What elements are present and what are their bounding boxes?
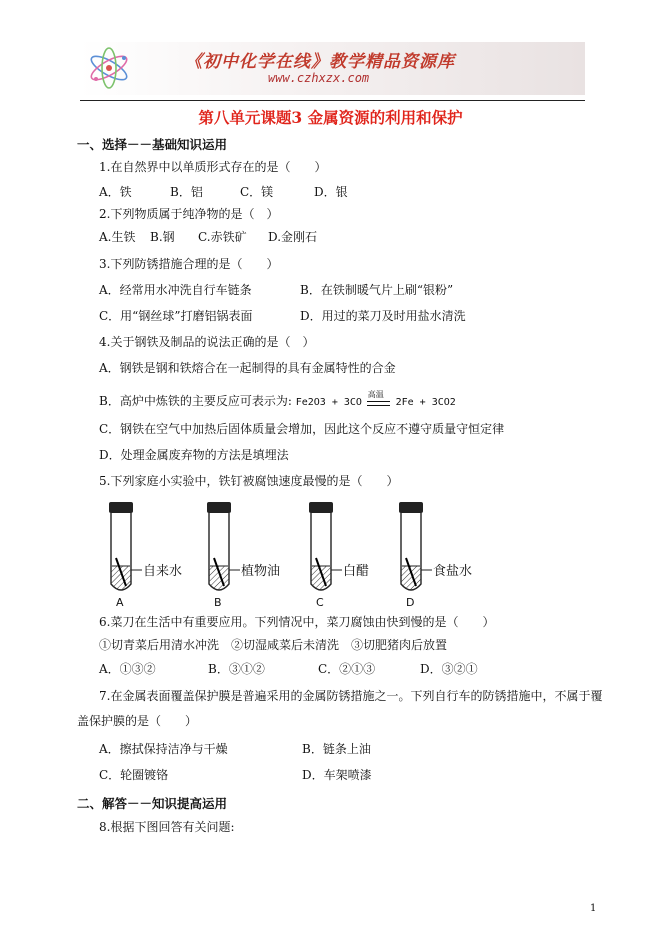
question-4-stem: 4.关于钢铁及制品的说法正确的是（ ） xyxy=(99,335,315,349)
question-2-stem: 2.下列物质属于纯净物的是（ ） xyxy=(99,207,279,221)
equation-left: Fe2O3 + 3CO xyxy=(295,397,362,408)
tube-d-label: 食盐水 xyxy=(433,564,473,579)
question-1-option-d: D．银 xyxy=(314,185,348,199)
question-7-option-b: B．链条上油 xyxy=(302,742,371,756)
equals-sign-icon xyxy=(367,401,390,406)
question-7-option-c: C．轮圈镀铬 xyxy=(99,768,169,782)
question-7-option-a: A．擦拭保持洁净与干燥 xyxy=(99,742,228,756)
test-tube-d xyxy=(399,502,472,609)
question-6-option-c: C．②①③ xyxy=(318,662,376,676)
tube-b-label: 植物油 xyxy=(241,564,281,579)
question-3-option-d: D．用过的菜刀及时用盐水清洗 xyxy=(300,309,466,323)
document-title: 第八单元课题3 金属资源的利用和保护 xyxy=(198,108,463,127)
question-6-conditions: ①切青菜后用清水冲洗 ②切湿咸菜后未清洗 ③切肥猪肉后放置 xyxy=(99,638,448,652)
question-7-stem-line-2: 盖保护膜的是（ ） xyxy=(77,714,198,728)
test-tube-figure xyxy=(100,498,500,610)
question-4-option-b xyxy=(99,389,456,410)
question-2-option-c: C.赤铁矿 xyxy=(198,230,247,244)
question-1-option-a: A．铁 xyxy=(99,185,132,199)
banner-title: 《初中化学在线》教学精品资源库 xyxy=(185,52,455,72)
tube-b-letter: B xyxy=(214,596,222,609)
reaction-arrow xyxy=(366,389,392,408)
question-4-option-a: A．钢铁是钢和铁熔合在一起制得的具有金属特性的合金 xyxy=(99,361,396,375)
test-tube-a xyxy=(109,502,182,609)
tube-c-label: 白醋 xyxy=(343,564,370,579)
question-8-stem: 8.根据下图回答有关问题: xyxy=(99,820,235,834)
test-tube-c xyxy=(309,502,369,609)
tube-a-label: 自来水 xyxy=(143,564,183,579)
test-tube-b xyxy=(207,502,280,609)
question-4-option-c: C．钢铁在空气中加热后固体质量会增加，因此这个反应不遵守质量守恒定律 xyxy=(99,422,505,436)
tube-d-letter: D xyxy=(406,596,415,609)
equation-right: 2Fe + 3CO2 xyxy=(395,397,456,408)
question-7-stem-line-1: 7.在金属表面覆盖保护膜是普遍采用的金属防锈措施之一。下列自行车的防锈措施中，不属于覆 xyxy=(99,689,603,703)
page-number: 1 xyxy=(590,903,597,914)
tube-c-letter: C xyxy=(316,596,324,609)
question-1-option-b: B．铝 xyxy=(170,185,203,199)
question-2-option-b: B.钢 xyxy=(150,230,175,244)
question-6-option-a: A．①③② xyxy=(99,662,156,676)
site-logo-icon xyxy=(84,44,134,92)
question-1-stem: 1.在自然界中以单质形式存在的是（ ） xyxy=(99,160,327,174)
section-heading-2: 二、解答－－知识提高运用 xyxy=(77,796,228,811)
question-5-stem: 5.下列家庭小实验中，铁钉被腐蚀速度最慢的是（ ） xyxy=(99,474,399,488)
question-2-option-d: D.金刚石 xyxy=(268,230,318,244)
question-1-option-c: C．镁 xyxy=(240,185,274,199)
question-7-option-d: D．车架喷漆 xyxy=(302,768,372,782)
question-3-option-a: A．经常用水冲洗自行车链条 xyxy=(99,283,252,297)
question-3-stem: 3.下列防锈措施合理的是（ ） xyxy=(99,257,279,271)
option-b-prefix: B．高炉中炼铁的主要反应可表示为: xyxy=(99,394,292,408)
reaction-condition: 高温 xyxy=(367,389,384,399)
question-3-option-b: B．在铁制暖气片上刷“银粉” xyxy=(300,283,454,297)
tube-a-letter: A xyxy=(116,596,124,609)
section-heading-1: 一、选择－－基础知识运用 xyxy=(77,137,228,152)
header-divider xyxy=(80,100,585,101)
question-6-option-b: B．③①② xyxy=(208,662,265,676)
banner-url: www.czhxzx.com xyxy=(268,71,370,85)
question-6-option-d: D．③②① xyxy=(420,662,478,676)
question-2-option-a: A.生铁 xyxy=(99,230,136,244)
question-3-option-c: C．用“钢丝球”打磨铝锅表面 xyxy=(99,309,253,323)
question-6-stem: 6.菜刀在生活中有重要应用。下列情况中，菜刀腐蚀由快到慢的是（ ） xyxy=(99,615,495,629)
question-4-option-d: D．处理金属废弃物的方法是填埋法 xyxy=(99,448,289,462)
